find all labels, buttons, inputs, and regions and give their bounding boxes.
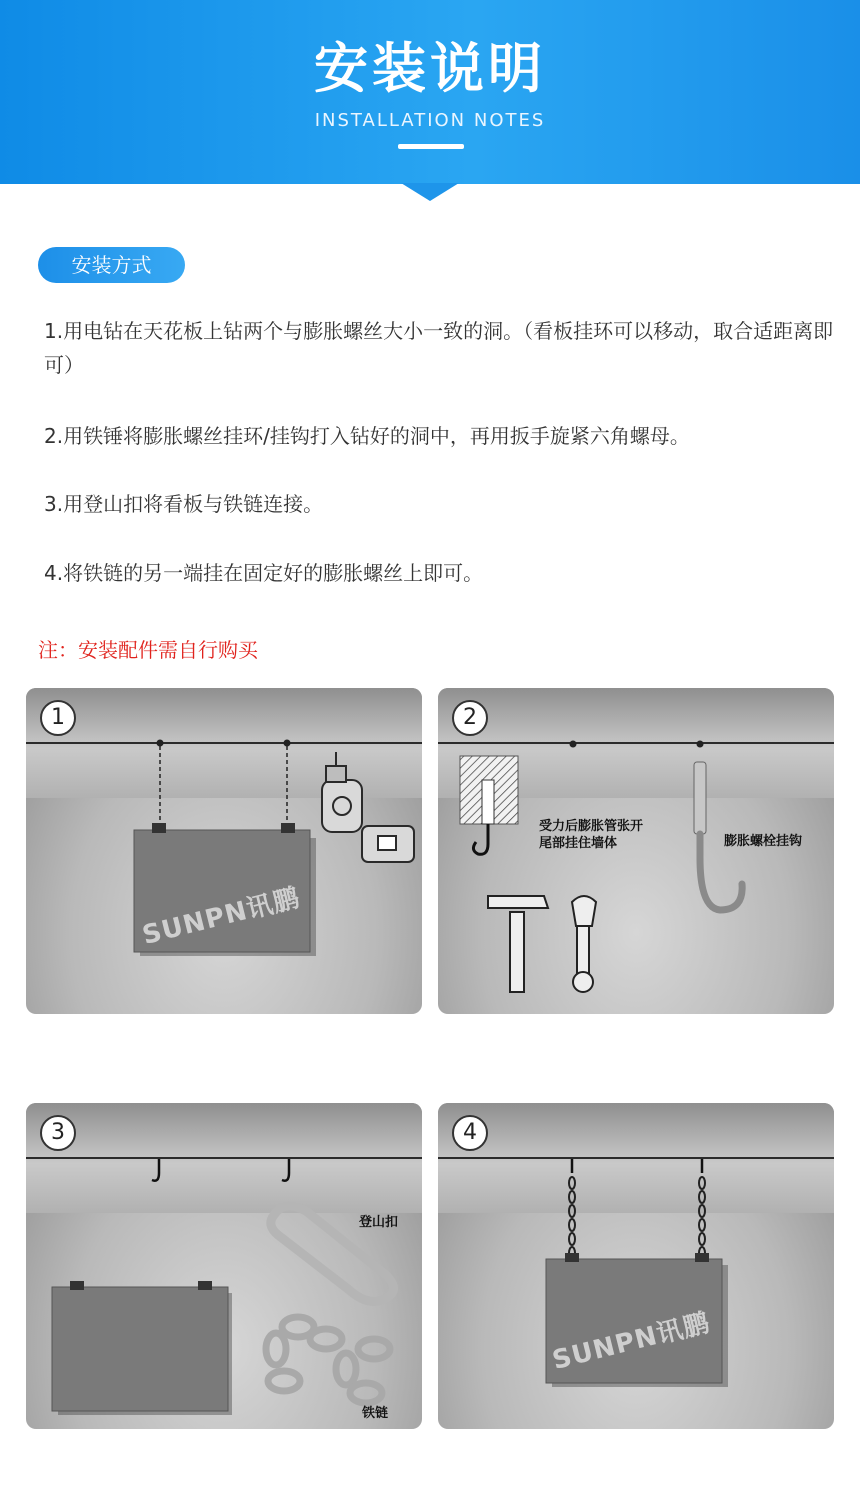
drill-scene — [26, 688, 422, 1014]
step-1: 1.用电钻在天花板上钻两个与膨胀螺丝大小一致的洞。（看板挂环可以移动，取合适距离即可） — [44, 319, 834, 377]
section-label: 安装方式 — [38, 247, 185, 283]
carabiner-caption: 登山扣 — [359, 1215, 399, 1230]
chain-caption: 铁链 — [362, 1406, 389, 1421]
watermark-logo: SUNPN讯鹏 — [139, 882, 304, 952]
step-number-badge: 2 — [452, 700, 488, 736]
illustration-panel-1 — [26, 688, 422, 1014]
bolt-hook-caption: 膨胀螺栓挂钩 — [724, 834, 803, 849]
page-title: 安装说明 — [314, 37, 546, 100]
step-number-badge: 3 — [40, 1115, 76, 1151]
banner-notch — [401, 183, 459, 201]
watermark-logo: SUNPN讯鹏 — [549, 1307, 714, 1377]
step-3: 3.用登山扣将看板与铁链连接。 — [44, 492, 324, 516]
hanging-sign-scene — [438, 1103, 834, 1429]
step-2: 2.用铁锤将膨胀螺丝挂环/挂钩打入钻好的洞中，再用扳手旋紧六角螺母。 — [44, 424, 690, 448]
step-number-badge: 1 — [40, 700, 76, 736]
illustration-panel-4 — [438, 1103, 834, 1429]
carabiner-scene — [26, 1103, 422, 1429]
page-subtitle: INSTALLATION NOTES — [314, 110, 546, 131]
step-number-badge: 4 — [452, 1115, 488, 1151]
illustration-panel-2 — [438, 688, 834, 1014]
purchase-note: 注：安装配件需自行购买 — [38, 638, 258, 662]
step-4: 4.将铁链的另一端挂在固定好的膨胀螺丝上即可。 — [44, 561, 484, 585]
illustration-panel-3 — [26, 1103, 422, 1429]
anchor-caption: 受力后膨胀管张开 尾部挂住墙体 — [539, 819, 644, 851]
title-underline — [398, 144, 464, 149]
